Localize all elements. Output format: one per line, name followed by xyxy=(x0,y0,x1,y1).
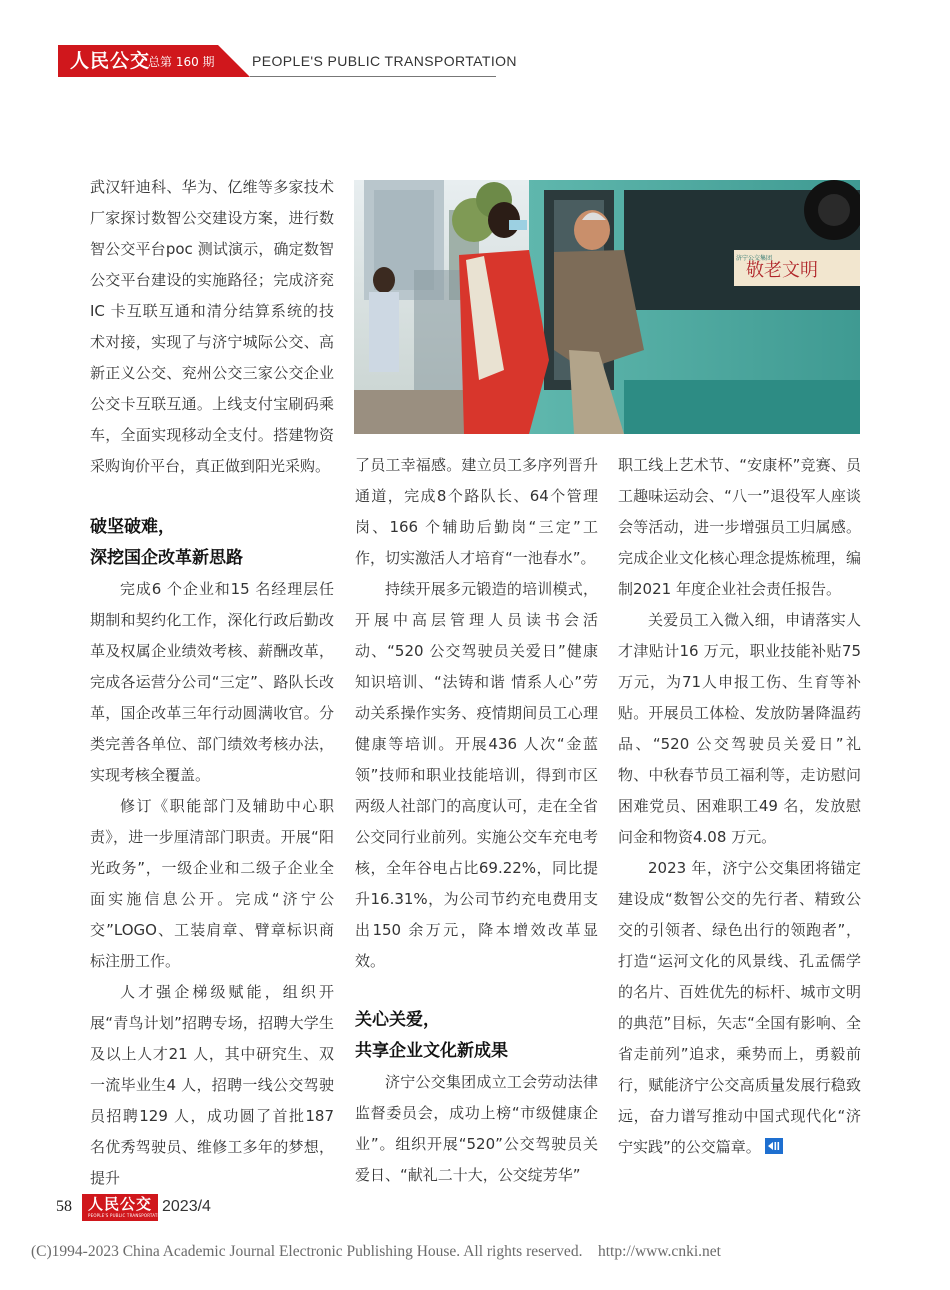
paragraph: 了员工幸福感。建立员工多序列晋升通道，完成8个路队长、64个管理岗、166 个辅助后勤岗“三定”工作，切实激活人才培育“一池春水”。 xyxy=(355,456,598,567)
copyright-line xyxy=(31,1243,721,1261)
column-1 xyxy=(90,172,334,1194)
cnki-url[interactable]: http://www.cnki.net xyxy=(597,1243,721,1260)
heading-line-1: 关心关爱， xyxy=(355,1010,440,1030)
closing-text: 2023 年，济宁公交集团将锚定建设成“数智公交的先行者、精致公交的引领者、绿色出行的领跑者”，打造“运河文化的风景线、孔孟儒学的名片、百姓优先的标杆、城市文明的典范”目标，矢志“全国有影响、全省走前列”追求，乘势而上，勇毅前行，赋能济宁公交高质量发展行稳致远，奋力谱写推动中国式现代化“济宁实践”的公交篇章。 xyxy=(618,859,861,1156)
paragraph: 人才强企梯级赋能，组织开展“青鸟计划”招聘专场，招聘大学生及以上人才21 人，其中研究生、双一流毕业生4 人，招聘一线公交驾驶员招聘129 人，成功圆了首批187 名优秀驾驶员、维修工多年的梦想，提升 xyxy=(90,983,334,1187)
paragraph: 持续开展多元锻造的培训模式，开展中高层管理人员读书会活动、“520 公交驾驶员关爱日”健康知识培训、“法铸和谐 情系人心”劳动关系操作实务、疫情期间员工心理健康等培训。开展436 人次“金蓝领”技师和职业技能培训，得到市区两级人社部门的高度认可，走在全省公交同行业前列。实施公交车充电考核，全年谷电占比69.22%，同比提升16.31%，为公司节约充电费用支出150 余万元，降本增效改革显效。 xyxy=(355,580,598,970)
end-of-article-icon xyxy=(765,1138,783,1154)
intro-paragraph: 武汉轩迪科、华为、亿维等多家技术厂家探讨数智公交建设方案，进行数智公交平台poc 测试演示，确定数智公交平台建设的实施路径；完成济兖IC 卡互联互通和清分结算系统的技术对接，实现了与济宁城际公交、高新正义公交、兖州公交三家公交企业公交卡互联互通。上线支付宝刷码乘车，全面实现移动全支付。搭建物资采购询价平台，真正做到阳光采购。 xyxy=(90,178,334,475)
magazine-title: 人民公交 xyxy=(70,50,151,72)
bus-label: 济宁公交集团 xyxy=(736,255,773,262)
page-number: 58 xyxy=(56,1198,72,1215)
bus-boarding-photo xyxy=(354,180,860,434)
paragraph: 职工线上艺术节、“安康杯”竞赛、员工趣味运动会、“八一”退役军人座谈会等活动，进一步增强员工归属感。完成企业文化核心理念提炼梳理，编制2021 年度企业社会责任报告。 xyxy=(618,456,861,598)
paragraph: 济宁公交集团成立工会劳动法律监督委员会，成功上榜“市级健康企业”。组织开展“520”公交驾驶员关爱日、“献礼二十大，公交绽芳华” xyxy=(355,1073,598,1184)
section-heading-reform xyxy=(90,512,334,574)
heading-line-2: 深挖国企改革新思路 xyxy=(90,548,243,568)
magazine-english-title: PEOPLE'S PUBLIC TRANSPORTATION xyxy=(252,53,517,69)
article-photo xyxy=(354,180,860,434)
issue-date: 2023/4 xyxy=(162,1198,211,1215)
footer-logo xyxy=(82,1194,166,1221)
paragraph: 修订《职能部门及辅助中心职责》，进一步厘清部门职责。开展“阳光政务”，一级企业和二级子企业全面实施信息公开。完成“济宁公交”LOGO、工装肩章、臂章标识商标注册工作。 xyxy=(90,797,334,970)
heading-line-2: 共享企业文化新成果 xyxy=(355,1041,508,1061)
column-2 xyxy=(355,450,598,1191)
copyright-text: (C)1994-2023 China Academic Journal Electronic Publishing House. All rights reserved. xyxy=(31,1243,583,1260)
paragraph: 完成6 个企业和15 名经理层任期制和契约化工作，深化行政后勤改革及权属企业绩效考核、薪酬改革，完成各运营分公司“三定”、路队长改革，国企改革三年行动圆满收官。分类完善各单位、部门绩效考核办法，实现考核全覆盖。 xyxy=(90,580,334,784)
banner-text: 敬老文明 xyxy=(746,260,818,281)
footer-logo-text: 人民公交 xyxy=(88,1195,153,1213)
header-rule xyxy=(250,76,496,77)
footer-logo-english: PEOPLE'S PUBLIC TRANSPORTATION xyxy=(88,1213,166,1218)
closing-paragraph xyxy=(618,853,861,1163)
paragraph: 关爱员工入微入细，申请落实人才津贴计16 万元，职业技能补贴75 万元，为71人申报工伤、生育等补贴。开展员工体检、发放防暑降温药品、“520 公交驾驶员关爱日”礼物、中秋春节员工福利等，走访慰问困难党员、困难职工49 名，发放慰问金和物资4.08 万元。 xyxy=(618,611,861,846)
spacer xyxy=(90,482,334,512)
heading-line-1: 破坚破难， xyxy=(90,517,175,537)
issue-number: 总第 160 期 xyxy=(148,55,215,69)
column-3 xyxy=(618,450,861,1163)
spacer xyxy=(355,977,598,1005)
section-heading-care xyxy=(355,1005,598,1067)
